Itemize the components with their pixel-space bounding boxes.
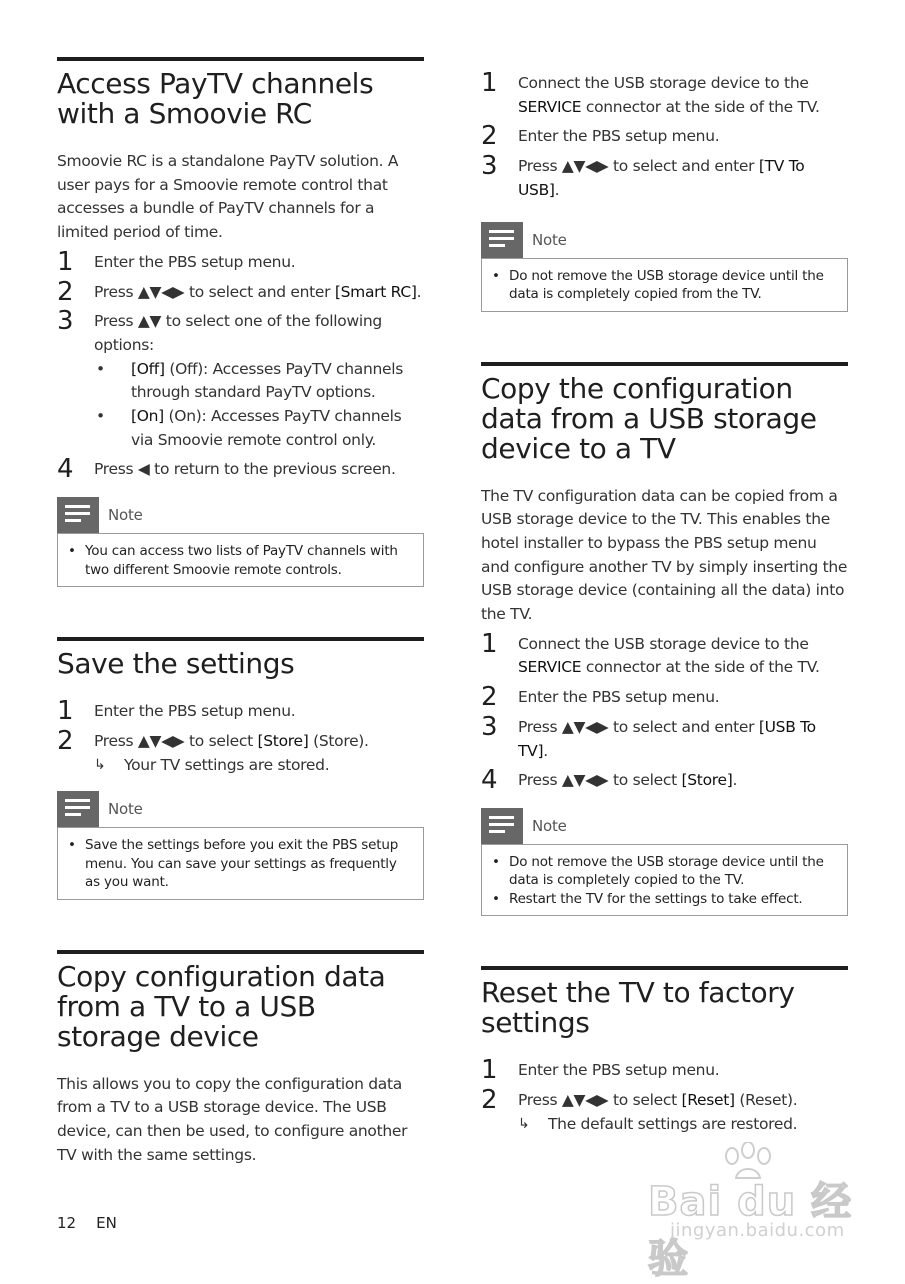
left-column <box>57 57 424 1168</box>
step-text: Press ▲▼◀▶ to select and enter <box>518 717 759 736</box>
note-label: Note <box>532 230 567 249</box>
note-text: Do not remove the USB storage device until the data is completely copied to the TV. <box>509 853 824 889</box>
reset-steps <box>481 1055 848 1136</box>
step-number: 1 <box>481 1055 498 1086</box>
note-text: Do not remove the USB storage device until the data is completely copied from the TV. <box>509 267 824 303</box>
step-text: Press ▲▼◀▶ to select <box>518 1091 682 1110</box>
result-arrow-icon: ↳ <box>94 756 106 773</box>
step-text-end: . <box>543 741 548 760</box>
step-text-end: (Store). <box>308 731 369 750</box>
section-rule <box>57 637 424 641</box>
step-number: 2 <box>481 1085 498 1116</box>
note-header <box>57 791 424 827</box>
step-number: 4 <box>57 454 74 485</box>
note-label: Note <box>108 506 143 525</box>
step <box>481 1055 848 1086</box>
step-text: Press ▲▼ to select one of the following options: <box>94 312 382 354</box>
note-text: Save the settings before you exit the PBS setup menu. You can save your settings as frequently as you want. <box>85 837 399 891</box>
note-header <box>481 808 848 844</box>
step-number: 2 <box>57 276 74 307</box>
option-tv-to-usb: [TV To USB] <box>518 157 805 199</box>
step-text-end: (Reset). <box>734 1091 798 1110</box>
connector-service: SERVICE <box>518 97 582 116</box>
step-text: Enter the PBS setup menu. <box>518 127 720 146</box>
note-box <box>481 258 848 312</box>
step <box>57 306 424 452</box>
bullet: • <box>96 407 105 426</box>
note-box <box>57 827 424 900</box>
note-icon <box>481 222 523 258</box>
note-save <box>57 791 424 900</box>
step-text: Press ◀ to return to the previous screen. <box>94 460 396 479</box>
step <box>481 121 848 152</box>
language-code: EN <box>96 1214 117 1232</box>
option-text: (On): Accesses PayTV channels via Smoovie remote control only. <box>131 407 402 449</box>
option-reset: [Reset] <box>681 1091 735 1110</box>
bullet: • <box>96 359 105 378</box>
step-text: Press ▲▼◀▶ to select and enter <box>518 157 759 176</box>
step-number: 3 <box>57 306 74 337</box>
option-off: [Off] <box>131 359 165 378</box>
note-header <box>481 222 848 258</box>
step <box>481 765 848 796</box>
section-rule <box>57 950 424 954</box>
step <box>481 68 848 119</box>
option-store: [Store] <box>257 731 309 750</box>
option-text: (Off): Accesses PayTV channels through standard PayTV options. <box>131 359 404 402</box>
step-number: 2 <box>57 725 74 756</box>
step-result <box>94 754 424 778</box>
step <box>481 682 848 713</box>
section-title-smoovie: Access PayTV channels with a Smoovie RC <box>57 67 374 130</box>
result-arrow-icon: ↳ <box>518 1115 530 1132</box>
note-icon <box>481 808 523 844</box>
option-list <box>94 358 424 453</box>
result-text: The default settings are restored. <box>548 1114 798 1133</box>
option-smart-rc: [Smart RC] <box>334 282 417 301</box>
step-text-end: . <box>416 282 422 301</box>
step-text-end: . <box>732 771 738 790</box>
watermark-url: jingyan.baidu.com <box>670 1220 845 1241</box>
step-text: Enter the PBS setup menu. <box>518 688 720 707</box>
step <box>57 454 424 485</box>
step-text-end: connector at the side of the TV. <box>581 658 820 677</box>
step-text: Press ▲▼◀▶ to select <box>518 771 682 790</box>
note-icon <box>57 791 99 827</box>
step <box>481 151 848 202</box>
save-steps <box>57 696 424 777</box>
note-label: Note <box>532 816 567 835</box>
note-box <box>57 533 424 587</box>
note-item: • Restart the TV for the settings to take effect. <box>492 890 803 907</box>
step-text-end: . <box>554 180 560 199</box>
step-number: 1 <box>57 246 74 277</box>
note-label: Note <box>108 800 143 819</box>
section-rule <box>57 57 424 61</box>
step-text: Enter the PBS setup menu. <box>518 1061 720 1080</box>
note-item: • Do not remove the USB storage device until the data is completely copied from the TV. <box>492 267 824 303</box>
step <box>57 696 424 727</box>
step-number: 2 <box>481 121 498 152</box>
step-result <box>518 1113 848 1137</box>
step-number: 2 <box>481 682 498 713</box>
copy-to-usb-intro: This allows you to copy the configuration data from a TV to a USB storage device. The USB device, can then be used, to configure another TV with the same settings. <box>57 1074 408 1164</box>
smoovie-steps <box>57 246 424 485</box>
section-title-copy-to-usb: Copy configuration data from a TV to a USB storage device <box>57 959 386 1053</box>
tv-to-usb-steps <box>481 68 848 203</box>
section-title-save: Save the settings <box>57 647 295 681</box>
step-number: 1 <box>481 68 498 98</box>
page-footer <box>57 1214 117 1232</box>
note-item: • Save the settings before you exit the PBS setup menu. You can save your settings as frequently as you want. <box>68 837 399 891</box>
step-number: 1 <box>57 696 74 727</box>
step <box>57 246 424 277</box>
result-text: Your TV settings are stored. <box>124 755 330 774</box>
option-usb-to-tv: [USB To TV] <box>518 717 816 760</box>
smoovie-intro: Smoovie RC is a standalone PayTV solution. A user pays for a Smoovie remote control that accesses a bundle of PayTV channels for a limited period of time. <box>57 152 399 242</box>
note-smoovie <box>57 497 424 587</box>
baidu-watermark <box>640 1140 855 1282</box>
step-text: Enter the PBS setup menu. <box>94 702 296 721</box>
note-usb-to-tv <box>481 808 848 917</box>
section-title-usb-to-tv: Copy the configuration data from a USB storage device to a TV <box>481 371 817 465</box>
usb-to-tv-intro: The TV configuration data can be copied from a USB storage device to the TV. This enables the hotel installer to bypass the PBS setup menu and configure another TV by simply inserting the USB storage device (containing all the data) into the TV. <box>481 486 848 624</box>
step-text: Press ▲▼◀▶ to select and enter <box>94 282 335 301</box>
option-store: [Store] <box>681 771 733 790</box>
connector-service: SERVICE <box>518 658 582 677</box>
section-title-reset: Reset the TV to factory settings <box>481 976 795 1040</box>
step-text: Press ▲▼◀▶ to select <box>94 731 258 750</box>
watermark-brand: Bai du 经验 <box>648 1179 853 1282</box>
section-rule <box>481 966 848 970</box>
note-header <box>57 497 424 533</box>
usb-to-tv-steps <box>481 628 848 796</box>
note-item: • You can access two lists of PayTV channels with two different Smoovie remote controls. <box>68 543 398 578</box>
step <box>481 711 848 763</box>
step <box>481 628 848 680</box>
step <box>57 276 424 307</box>
step-text: Connect the USB storage device to the <box>518 74 809 92</box>
step-number: 4 <box>481 765 498 796</box>
note-box <box>481 844 848 917</box>
note-tv-to-usb <box>481 222 848 312</box>
option-item <box>94 405 424 452</box>
step <box>481 1085 848 1136</box>
step-text: Enter the PBS setup menu. <box>94 252 296 271</box>
note-icon <box>57 497 99 533</box>
right-column <box>481 57 848 1137</box>
option-on: [On] <box>131 407 164 426</box>
step-number: 1 <box>481 628 498 659</box>
step-number: 3 <box>481 711 498 742</box>
option-item <box>94 358 424 405</box>
step-number: 3 <box>481 151 498 182</box>
step <box>57 725 424 777</box>
step-text-end: connector at the side of the TV. <box>581 97 820 116</box>
note-text: Restart the TV for the settings to take effect. <box>509 890 803 907</box>
section-rule <box>481 362 848 366</box>
page-number: 12 <box>57 1214 77 1232</box>
note-text: You can access two lists of PayTV channels with two different Smoovie remote controls. <box>85 543 398 578</box>
note-item: • Do not remove the USB storage device until the data is completely copied to the TV. <box>492 853 824 889</box>
step-text: Connect the USB storage device to the <box>518 634 809 653</box>
